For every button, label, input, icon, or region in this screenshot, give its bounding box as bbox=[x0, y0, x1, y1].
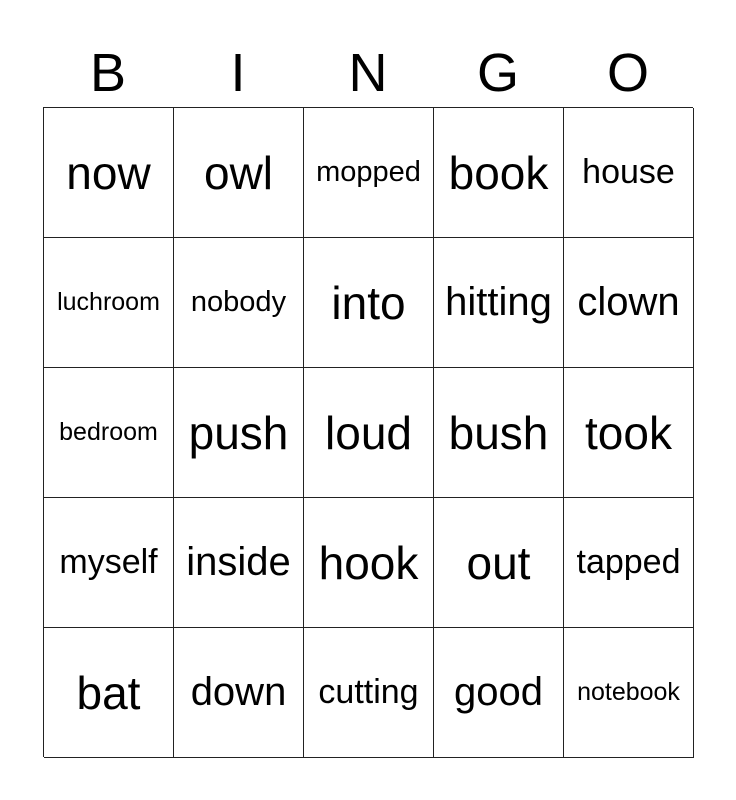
bingo-cell[interactable]: bush bbox=[434, 368, 564, 498]
bingo-cell[interactable]: myself bbox=[44, 498, 174, 628]
bingo-cell[interactable]: into bbox=[304, 238, 434, 368]
bingo-cell[interactable]: push bbox=[174, 368, 304, 498]
header-letter-b: B bbox=[89, 43, 127, 103]
bingo-cell[interactable]: tapped bbox=[564, 498, 694, 628]
bingo-cell[interactable]: hitting bbox=[434, 238, 564, 368]
header-letter-n: N bbox=[348, 43, 388, 103]
header-letter-i: I bbox=[230, 43, 246, 103]
bingo-cell[interactable]: now bbox=[44, 108, 174, 238]
bingo-cell[interactable]: notebook bbox=[564, 628, 694, 758]
bingo-cell[interactable]: out bbox=[434, 498, 564, 628]
bingo-cell[interactable]: clown bbox=[564, 238, 694, 368]
bingo-cell[interactable]: book bbox=[434, 108, 564, 238]
bingo-cell[interactable]: inside bbox=[174, 498, 304, 628]
bingo-cell[interactable]: luchroom bbox=[44, 238, 174, 368]
bingo-cell[interactable]: hook bbox=[304, 498, 434, 628]
bingo-cell[interactable]: mopped bbox=[304, 108, 434, 238]
bingo-cell[interactable]: bat bbox=[44, 628, 174, 758]
bingo-cell[interactable]: house bbox=[564, 108, 694, 238]
bingo-cell[interactable]: down bbox=[174, 628, 304, 758]
bingo-cell[interactable]: loud bbox=[304, 368, 434, 498]
bingo-board bbox=[43, 107, 693, 757]
bingo-cell[interactable]: bedroom bbox=[44, 368, 174, 498]
bingo-cell[interactable]: good bbox=[434, 628, 564, 758]
bingo-cell[interactable]: owl bbox=[174, 108, 304, 238]
header-letter-g: G bbox=[476, 43, 519, 103]
bingo-cell[interactable]: nobody bbox=[174, 238, 304, 368]
bingo-cell[interactable]: took bbox=[564, 368, 694, 498]
bingo-header bbox=[43, 40, 693, 106]
header-letter-o: O bbox=[606, 43, 649, 103]
bingo-cell[interactable]: cutting bbox=[304, 628, 434, 758]
